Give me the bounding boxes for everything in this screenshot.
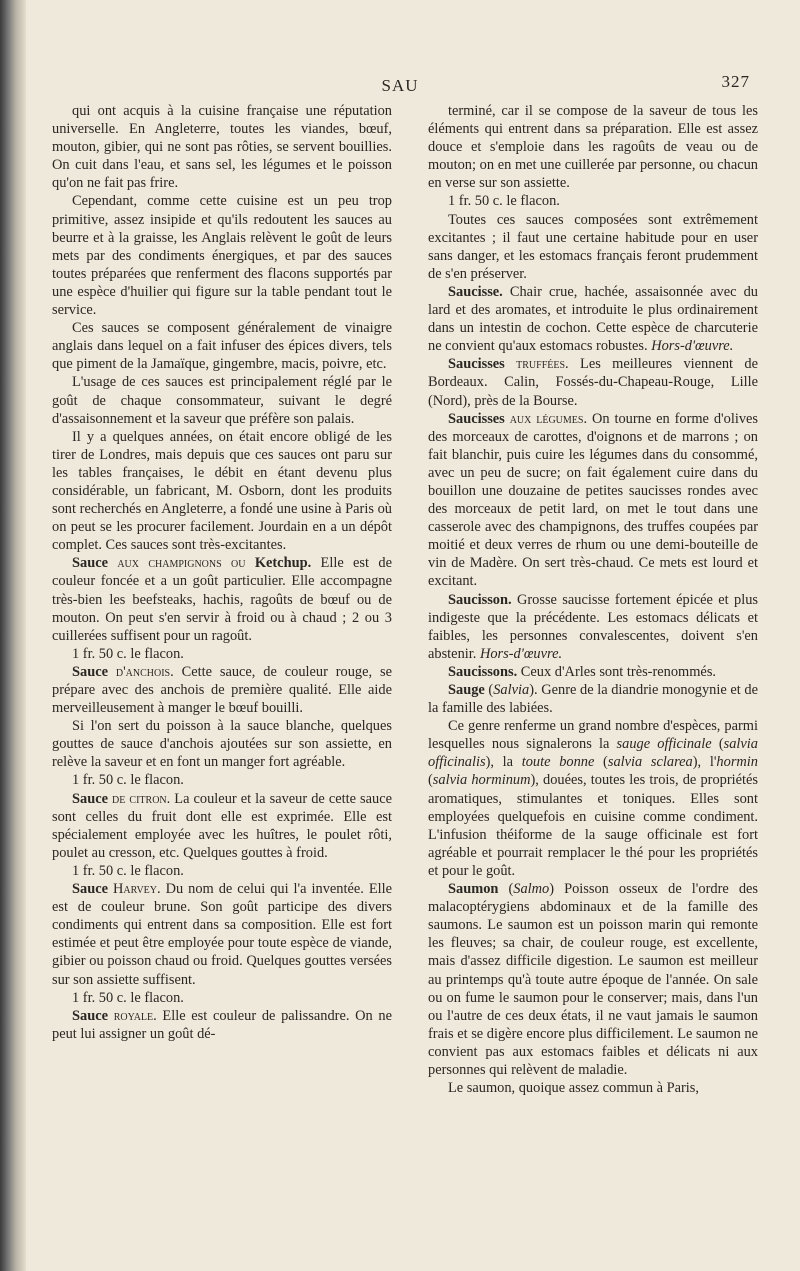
- paragraph: [52, 1007, 392, 1043]
- entry-headword: Saucissons.: [448, 663, 518, 680]
- paragraph-text: Ceux d'Arles sont très-renommés.: [517, 663, 717, 680]
- entry-headword: Sauce: [72, 790, 108, 807]
- italic-text: Salmo: [513, 881, 550, 898]
- paragraph-text: 1 fr. 50 c. le flacon.: [72, 772, 184, 789]
- entry-headword: Saucisson.: [448, 591, 512, 608]
- paragraph: [52, 428, 392, 555]
- entry-qualifier: truffées.: [516, 356, 569, 373]
- left-column: [52, 102, 392, 1043]
- entry-qualifier: royale.: [113, 1007, 157, 1024]
- paragraph-text: Cependant, comme cette cuisine est un peu trop primitive, assez insipide et qu'ils redoutent les sauces au beurre et à la graisse, les Anglais relèvent le goût de leurs mets par des condiments énergiques, et par des sauces toutes préparées que renferment des flacons supportés par une espèce d'huilier qui figure sur la table pendant tout le service.: [52, 193, 392, 319]
- paragraph: [428, 102, 758, 192]
- entry-qualifier: aux champignons ou: [117, 555, 246, 572]
- entry-headword: Sauce: [72, 663, 108, 680]
- entry-headword: Ketchup.: [254, 555, 312, 572]
- entry-qualifier: d'anchois.: [115, 663, 174, 680]
- paragraph-text: ), l': [692, 754, 717, 771]
- paragraph-text: Du nom de celui qui l'a inventée. Elle est de couleur brune. Son goût participe des divers condiments qui entrent dans sa composition. Elle est fort estimée et peut être employée pour toute espèce de viande, gibier ou poisson chaud ou froid. Quelques gouttes versées sur son assiette suffisent.: [52, 881, 392, 988]
- paragraph-text: qui ont acquis à la cuisine française une réputation universelle. En Angleterre, toutes les viandes, bœuf, mouton, gibier, qui ne sont pas rôties, se servent bouillies. On cuit dans l'eau, et sans sel, les légumes et le poisson qu'on ne fait pas frire.: [52, 103, 392, 192]
- paragraph-text: 1 fr. 50 c. le flacon.: [448, 193, 560, 210]
- italic-text: Salvia: [493, 682, 530, 698]
- entry-headword: Saucisses: [448, 410, 505, 427]
- paragraph-text: ), la: [485, 754, 522, 771]
- italic-text: salvia officinalis: [428, 736, 758, 771]
- paragraph-text: (: [594, 754, 608, 771]
- entry-qualifier: de citron.: [112, 790, 171, 807]
- entry-headword: Saucisses: [448, 356, 505, 373]
- paragraph-text: Elle est de couleur foncée et a un goût particulier. Elle accompagne très-bien les beefsteaks, hachis, ragoûts de bœuf ou de mouton. On peut s'en servir à froid ou à chaud ; 2 ou 3 cuillerées suffisent pour un ragoût.: [52, 555, 392, 644]
- paragraph-text: terminé, car il se compose de la saveur de tous les éléments qui entrent dans sa préparation. Elle est assez douce et s'emploie dans les ragoûts de veau ou de mouton; on en met une cuillerée par personne, ou chacun en verse sur son assiette.: [428, 103, 758, 192]
- paragraph: [52, 102, 392, 192]
- paragraph: [428, 410, 758, 591]
- paragraph: [428, 355, 758, 409]
- entry-headword: Sauge: [448, 682, 485, 698]
- paragraph: [52, 790, 392, 862]
- right-column: [428, 102, 758, 1097]
- italic-text: sauge officinale: [616, 736, 712, 753]
- paragraph-text: Ces sauces se composent généralement de vinaigre anglais dans lequel on a fait infuser des épices divers, tels que piment de la Jamaïque, gingembre, macis, poivre, etc.: [52, 320, 392, 373]
- paragraph-text: L'usage de ces sauces est principalement réglé par le goût de chaque consommateur, suivant le degré d'assaisonnement et la saveur que préfère son palais.: [52, 374, 392, 427]
- italic-text: salvia sclarea: [607, 754, 693, 771]
- paragraph: [428, 717, 758, 880]
- italic-text: toute bonne: [521, 754, 595, 771]
- paragraph-text: ), douées, toutes les trois, de propriétés aromatiques, stimulantes et toniques. Elles sont employées quelquefois en cuisine comme condiment. L'infusion théiforme de la sauge officinale est fort agréable et pourrait remplacer le thé pour les propriétés et pour le goût.: [428, 772, 759, 879]
- paragraph: [52, 880, 392, 989]
- paragraph: [52, 717, 392, 771]
- italic-text: hormin: [716, 754, 758, 771]
- italic-text: salvia horminum: [432, 772, 531, 789]
- paragraph-text: 1 fr. 50 c. le flacon.: [72, 645, 184, 662]
- entry-headword: Sauce: [72, 555, 108, 572]
- paragraph-text: ). Genre de la diandrie monogynie et de la famille des labiées.: [428, 682, 758, 717]
- paragraph: [52, 554, 392, 644]
- paragraph: [428, 663, 758, 681]
- paragraph: [52, 373, 392, 427]
- paragraph-text: 1 fr. 50 c. le flacon.: [72, 989, 184, 1006]
- paragraph-text: Il y a quelques années, on était encore obligé de les tirer de Londres, mais depuis que ces sauces ont paru sur les tables françaises, le débit en étant devenu plus considérable, un fabricant, M. Osborn, dont les produits sont recherchés en Angleterre, a fondé une usine à Paris où on peut se les procurer facilement. Jourdain en a un dépôt complet. Ces sauces sont très-excitantes.: [52, 428, 392, 554]
- paragraph: [428, 880, 758, 1079]
- italic-text: Hors-d'œuvre.: [651, 338, 734, 355]
- paragraph: [428, 283, 758, 355]
- paragraph: [428, 591, 758, 663]
- paragraph-text: 1 fr. 50 c. le flacon.: [72, 862, 184, 879]
- paragraph: [428, 211, 758, 283]
- entry-headword: Sauce: [72, 1007, 108, 1024]
- paragraph-text: Toutes ces sauces composées sont extrêmement excitantes ; il faut une certaine habitude pour en user sans danger, et les estomacs français feront prudemment de s'en préserver.: [428, 211, 758, 282]
- entry-headword: Saumon: [448, 881, 499, 898]
- page-number: 327: [721, 72, 750, 91]
- running-head: SAU: [381, 76, 419, 95]
- paragraph-text: Si l'on sert du poisson à la sauce blanche, quelques gouttes de sauce d'anchois ajoutées sur son assiette, en relève la saveur et en font un manger fort agréable.: [52, 718, 392, 771]
- paragraph-text: On tourne en forme d'olives des morceaux de carottes, d'oignons et de marrons ; on fait blanchir, puis cuire les légumes dans du consommé, avec un peu de sucre; on fait également cuire dans du bouillon une douzaine de petites saucisses rondes avec des morceaux de petit lard, on met le tout dans une casserole avec des champignons, des truffes coupées par moitié et deux verres de rhum ou une demi-bouteille de vin de Madère. On sert très-chaud. Ce mets est lourd et excitant.: [428, 410, 758, 590]
- book-binding-edge: [0, 0, 26, 1271]
- paragraph-text: (: [428, 772, 433, 789]
- paragraph: [52, 192, 392, 319]
- paragraph-text: (: [484, 682, 494, 698]
- paragraph: [52, 989, 392, 1007]
- paragraph: [52, 319, 392, 373]
- paragraph: [52, 771, 392, 789]
- entry-headword: Saucisse.: [448, 283, 503, 300]
- paragraph-text: (: [711, 736, 724, 753]
- paragraph-text: Chair crue, hachée, assaisonnée avec du lard et des aromates, et introduite le plus ordinairement dans un intestin de cochon. Cette espèce de charcuterie ne convient qu'aux estomacs robustes.: [428, 283, 758, 355]
- paragraph-text: Elle est couleur de palissandre. On ne peut lui assigner un goût dé-: [52, 1007, 392, 1042]
- paragraph-text: Le saumon, quoique assez commun à Paris,: [448, 1080, 699, 1097]
- paragraph: [52, 645, 392, 663]
- paragraph-text: Les meilleures viennent de Bordeaux. Calin, Fossés-du-Chapeau-Rouge, Lille (Nord), près de la Bourse.: [428, 356, 758, 409]
- paragraph-text: Grosse saucisse fortement épicée et plus indigeste que la précédente. Les estomacs délicats et faibles, les personnes convalescentes, doivent s'en abstenir.: [428, 591, 758, 662]
- paragraph: [428, 1079, 758, 1097]
- paragraph: [428, 192, 758, 210]
- italic-text: Hors-d'œuvre.: [479, 645, 563, 662]
- paragraph-text: Cette sauce, de couleur rouge, se prépare avec des anchois de première qualité. Elle aide merveilleusement à manger le bœuf bouilli.: [52, 663, 392, 717]
- entry-headword: Sauce: [72, 881, 108, 898]
- entry-qualifier: Harvey.: [112, 881, 161, 898]
- paragraph: [428, 681, 758, 717]
- entry-qualifier: aux légumes.: [509, 410, 588, 427]
- paragraph-text: Ce genre renferme un grand nombre d'espèces, parmi lesquelles nous signalerons la: [428, 718, 758, 753]
- paragraph: [52, 663, 392, 717]
- paragraph-text: ) Poisson osseux de l'ordre des malacoptérygiens abdominaux et de la famille des saumons. Le saumon est un poisson marin qui remonte les fleuves; sa chair, de couleur rouge, est excellente, mais d'assez difficile digestion. Le saumon est meilleur au printemps qu'à toute autre époque de l'année. On sale ou on fume le saumon pour le conserver; mais, dans l'un ou l'autre de ces deux états, il ne vaut jamais le saumon frais et se digère encore plus difficilement. Le saumon ne convient pas aux estomacs faibles et délicats ni aux personnes qui relèvent de maladie.: [428, 881, 758, 1078]
- paragraph: [52, 862, 392, 880]
- paragraph-text: La couleur et la saveur de cette sauce sont celles du fruit dont elle est exprimée. Elle est spécialement employée avec les huîtres, le poulet rôti, poulet au cresson, etc. Quelques gouttes à froid.: [52, 790, 392, 861]
- paragraph-text: (: [498, 881, 514, 898]
